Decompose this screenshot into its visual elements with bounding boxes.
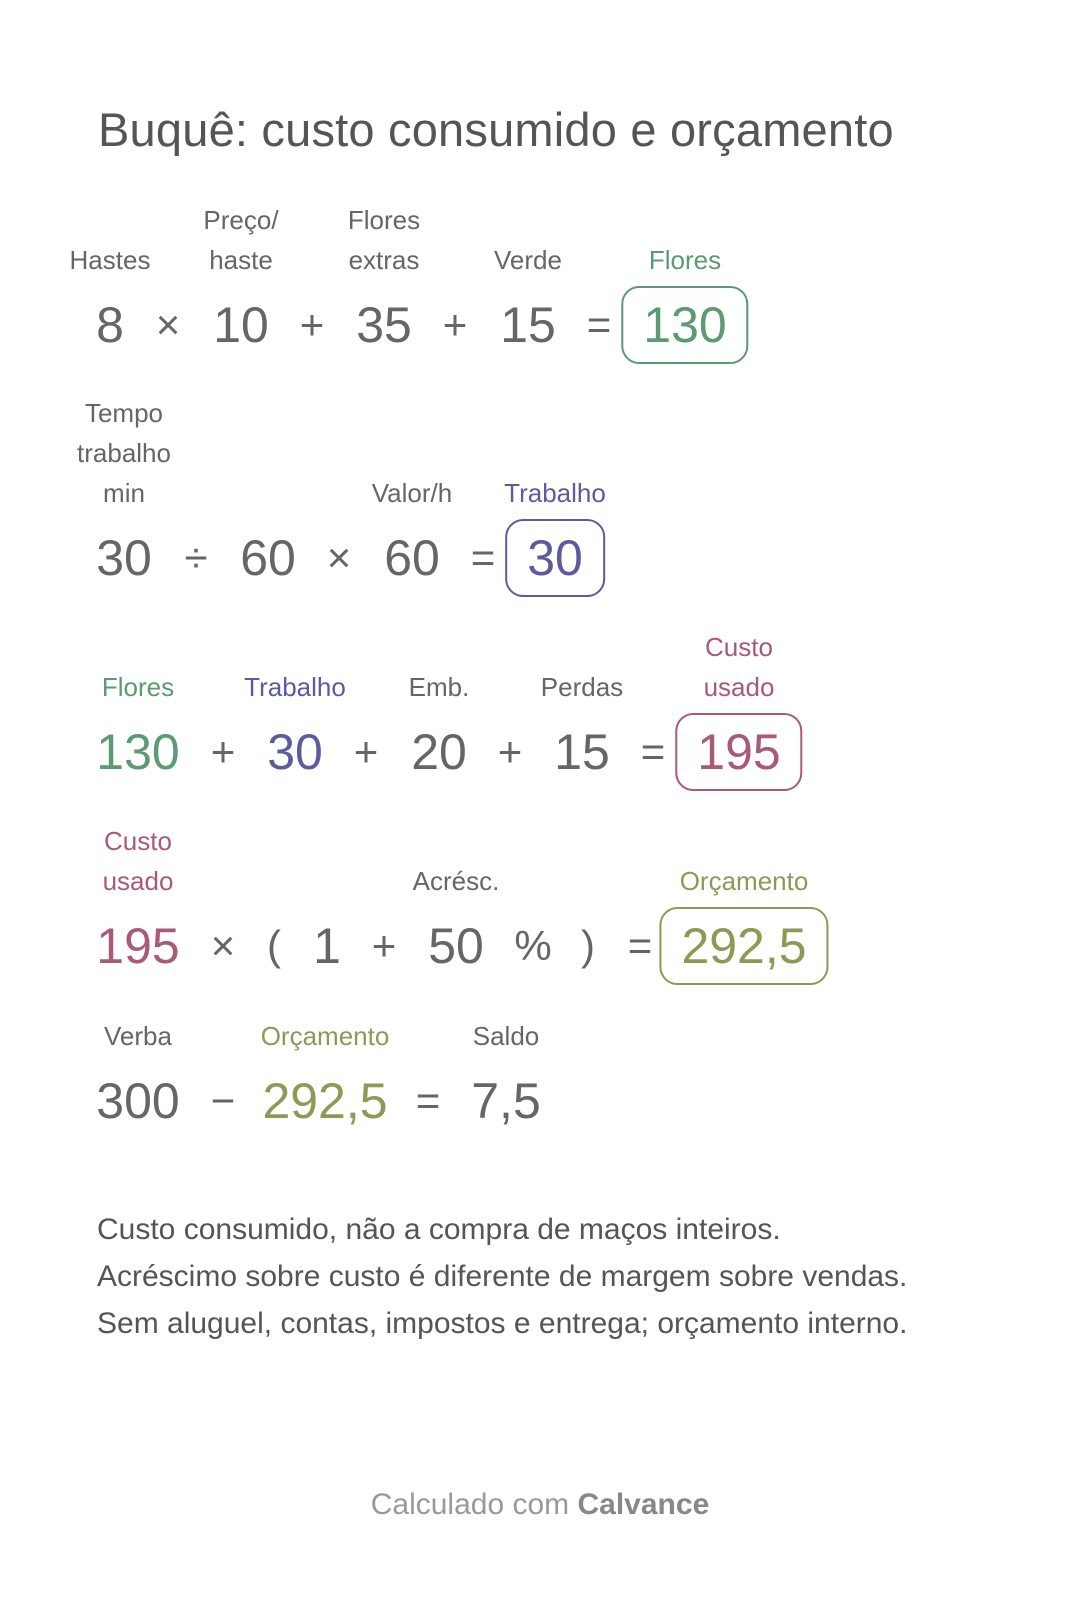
footer-credit <box>0 1488 1080 1522</box>
equals-operator: = <box>470 534 496 581</box>
close-paren: ) <box>581 922 595 969</box>
term-label: Tempo trabalho min <box>77 398 171 508</box>
result-value: 292,5 <box>659 907 828 985</box>
times-operator: × <box>326 534 352 581</box>
divide-operator: ÷ <box>184 534 208 581</box>
term-label: Preço/ haste <box>203 205 279 275</box>
result-label: Flores <box>648 245 722 275</box>
term-value: 195 <box>96 918 180 974</box>
term-label: Acrésc. <box>412 866 500 896</box>
term-value: 15 <box>554 724 610 780</box>
term-value: 15 <box>500 297 556 353</box>
term-label: Verde <box>494 245 562 275</box>
term-acrescimo <box>412 866 500 981</box>
times-operator: × <box>210 922 236 969</box>
plus-operator: + <box>371 922 397 969</box>
term-value: 10 <box>213 297 269 353</box>
plus-operator: + <box>353 728 379 775</box>
term-label: Saldo <box>472 1021 540 1051</box>
plus-operator: + <box>210 728 236 775</box>
plus-operator: + <box>299 301 325 348</box>
term-value: 60 <box>384 530 440 586</box>
term-label: Valor/h <box>371 478 453 508</box>
percent-sign: % <box>514 922 552 969</box>
term-value: 35 <box>356 297 412 353</box>
equation-budget <box>0 826 1080 1021</box>
term-label: Custo usado <box>102 826 174 896</box>
term-value: 50 <box>428 918 484 974</box>
term-minutes-per-hour <box>240 523 296 593</box>
term-saldo <box>471 1021 541 1136</box>
note-line: Acréscimo sobre custo é diferente de margem sobre vendas. <box>97 1260 908 1293</box>
term-valor-hora <box>371 478 453 593</box>
note-line: Custo consumido, não a compra de maços inteiros. <box>97 1213 781 1246</box>
result-label: Custo usado <box>703 632 775 702</box>
term-embalagem <box>408 672 470 787</box>
result-label: Orçamento <box>679 866 809 896</box>
result-orcamento <box>659 866 828 985</box>
term-value: 30 <box>96 530 152 586</box>
term-label: Orçamento <box>260 1021 390 1051</box>
result-flores <box>621 245 748 364</box>
term-value: 300 <box>96 1073 180 1129</box>
term-verba <box>96 1021 180 1136</box>
equation-used-cost <box>0 632 1080 827</box>
term-label: Flores extras <box>347 205 421 275</box>
equals-operator: = <box>627 922 653 969</box>
term-value: 7,5 <box>471 1073 541 1129</box>
footer-prefix: Calculado com <box>370 1488 578 1521</box>
term-trabalho <box>244 672 346 787</box>
term-value: 60 <box>240 530 296 586</box>
result-value: 30 <box>505 519 605 597</box>
plus-operator: + <box>497 728 523 775</box>
result-label: Trabalho <box>504 478 606 508</box>
equals-operator: = <box>586 301 612 348</box>
term-tempo-trabalho <box>77 398 171 593</box>
minus-operator: − <box>210 1077 236 1124</box>
term-label: Trabalho <box>244 672 346 702</box>
term-flores-extras <box>347 205 421 360</box>
result-value: 130 <box>621 286 748 364</box>
equation-labor <box>0 398 1080 633</box>
equals-operator: = <box>640 728 666 775</box>
plus-operator: + <box>442 301 468 348</box>
note-line: Sem aluguel, contas, impostos e entrega; orçamento interno. <box>97 1307 908 1340</box>
result-value: 195 <box>675 713 802 791</box>
times-operator: × <box>155 301 181 348</box>
term-value: 130 <box>96 724 180 780</box>
term-label: Flores <box>101 672 175 702</box>
term-value: 292,5 <box>262 1073 388 1129</box>
term-one <box>313 911 341 981</box>
equation-balance <box>0 1021 1080 1176</box>
equals-operator: = <box>415 1077 441 1124</box>
open-paren: ( <box>267 922 281 969</box>
term-preco-haste <box>203 205 279 360</box>
term-label: Perdas <box>540 672 624 702</box>
footer-brand: Calvance <box>577 1488 710 1521</box>
term-label: Emb. <box>408 672 470 702</box>
term-flores <box>96 672 180 787</box>
term-value: 8 <box>96 297 124 353</box>
term-hastes <box>69 245 151 360</box>
term-custo-usado <box>96 826 180 981</box>
result-custo-usado <box>675 632 802 791</box>
term-label: Verba <box>104 1021 172 1051</box>
term-verde <box>494 245 562 360</box>
term-value: 20 <box>411 724 467 780</box>
term-label: Hastes <box>69 245 151 275</box>
result-trabalho <box>504 478 606 597</box>
term-perdas <box>540 672 624 787</box>
term-value: 1 <box>313 918 341 974</box>
page-title: Buquê: custo consumido e orçamento <box>98 103 894 156</box>
term-orcamento <box>260 1021 390 1136</box>
equation-flowers <box>0 205 1080 400</box>
term-value: 30 <box>267 724 323 780</box>
notes <box>97 1206 957 1347</box>
